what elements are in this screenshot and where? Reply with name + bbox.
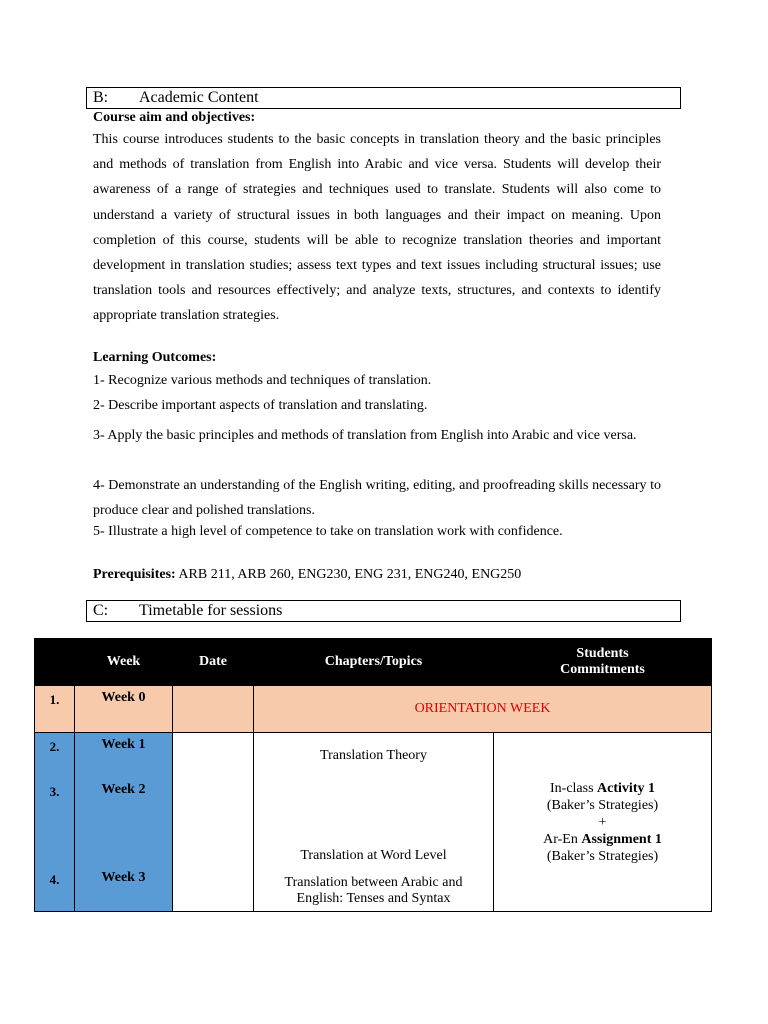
header-date: Date (173, 639, 254, 686)
learning-outcome-item: 5- Illustrate a high level of competence to take on translation work with confidence. (93, 524, 563, 539)
row-number: 4. (35, 866, 75, 912)
prerequisites-label: Prerequisites: (93, 567, 176, 582)
learning-outcome-item: 3- Apply the basic principles and methods of translation from English into Arabic and vice versa. (93, 428, 637, 443)
row-topic: Translation Theory (254, 733, 494, 778)
commit-activity: Activity 1 (597, 780, 655, 796)
header-num (35, 639, 75, 686)
learning-outcome-item: 1- Recognize various methods and techniques of translation. (93, 373, 432, 388)
commit-text: (Baker’s Strategies) (546, 848, 659, 864)
row-topic: Translation at Word Level (254, 778, 494, 866)
row-week: Week 1 (75, 733, 173, 778)
learning-outcomes-heading: Learning Outcomes: (93, 350, 217, 365)
course-aim-text: This course introduces students to the basic concepts in translation theory and the basic principles and methods of translation from English into Arabic and vice versa. Students will develop their awareness of a range of strategies and techniques used to translate. Students will also come to understand a variety of structural issues in both languages and their impact on meaning. Upon completion of this course, students will be able to recognize translation theories and important development in translation studies; assess text types and text issues including structural issues; use translation tools and resources effectively; and analyze texts, structures, and contexts to identify appropriate translation strategies. (93, 132, 661, 324)
commit-assignment: Assignment 1 (581, 831, 662, 847)
prerequisites-value: ARB 211, ARB 260, ENG230, ENG 231, ENG240, ENG250 (178, 567, 522, 582)
students-commitments (494, 733, 712, 912)
row-date (173, 733, 254, 912)
section-c-header (86, 600, 681, 622)
header-commit-line1: Students (576, 646, 629, 661)
header-commit-line2: Commitments (560, 662, 645, 677)
section-title: Academic Content (139, 89, 259, 106)
row-date (173, 686, 254, 733)
row-topic-orientation: ORIENTATION WEEK (254, 686, 712, 733)
commit-text: In-class (550, 780, 598, 796)
section-letter: C: (93, 602, 109, 619)
commit-text: + (598, 814, 607, 830)
prerequisites (93, 567, 521, 583)
commit-text: Ar-En (543, 831, 582, 847)
row-number: 2. (35, 733, 75, 778)
header-commitments (494, 639, 712, 686)
learning-outcome-item: 2- Describe important aspects of translation and translating. (93, 398, 428, 413)
row-topic: Translation between Arabic and English: Tenses and Syntax (254, 866, 494, 912)
row-number: 1. (35, 686, 75, 733)
section-title: Timetable for sessions (139, 602, 283, 619)
header-week: Week (75, 639, 173, 686)
row-week: Week 3 (75, 866, 173, 912)
table-row (35, 686, 712, 733)
learning-outcome-item: 4- Demonstrate an understanding of the English writing, editing, and proofreading skills necessary to produce clear and polished translations. (93, 478, 661, 518)
row-week: Week 2 (75, 778, 173, 866)
section-letter: B: (93, 89, 109, 106)
timetable (34, 638, 712, 912)
row-number: 3. (35, 778, 75, 866)
commit-text: (Baker’s Strategies) (546, 797, 659, 813)
course-aim-heading: Course aim and objectives: (93, 110, 256, 125)
header-topics: Chapters/Topics (254, 639, 494, 686)
row-week: Week 0 (75, 686, 173, 733)
timetable-header-row (35, 639, 712, 686)
table-row (35, 733, 712, 778)
section-b-header (86, 87, 681, 109)
